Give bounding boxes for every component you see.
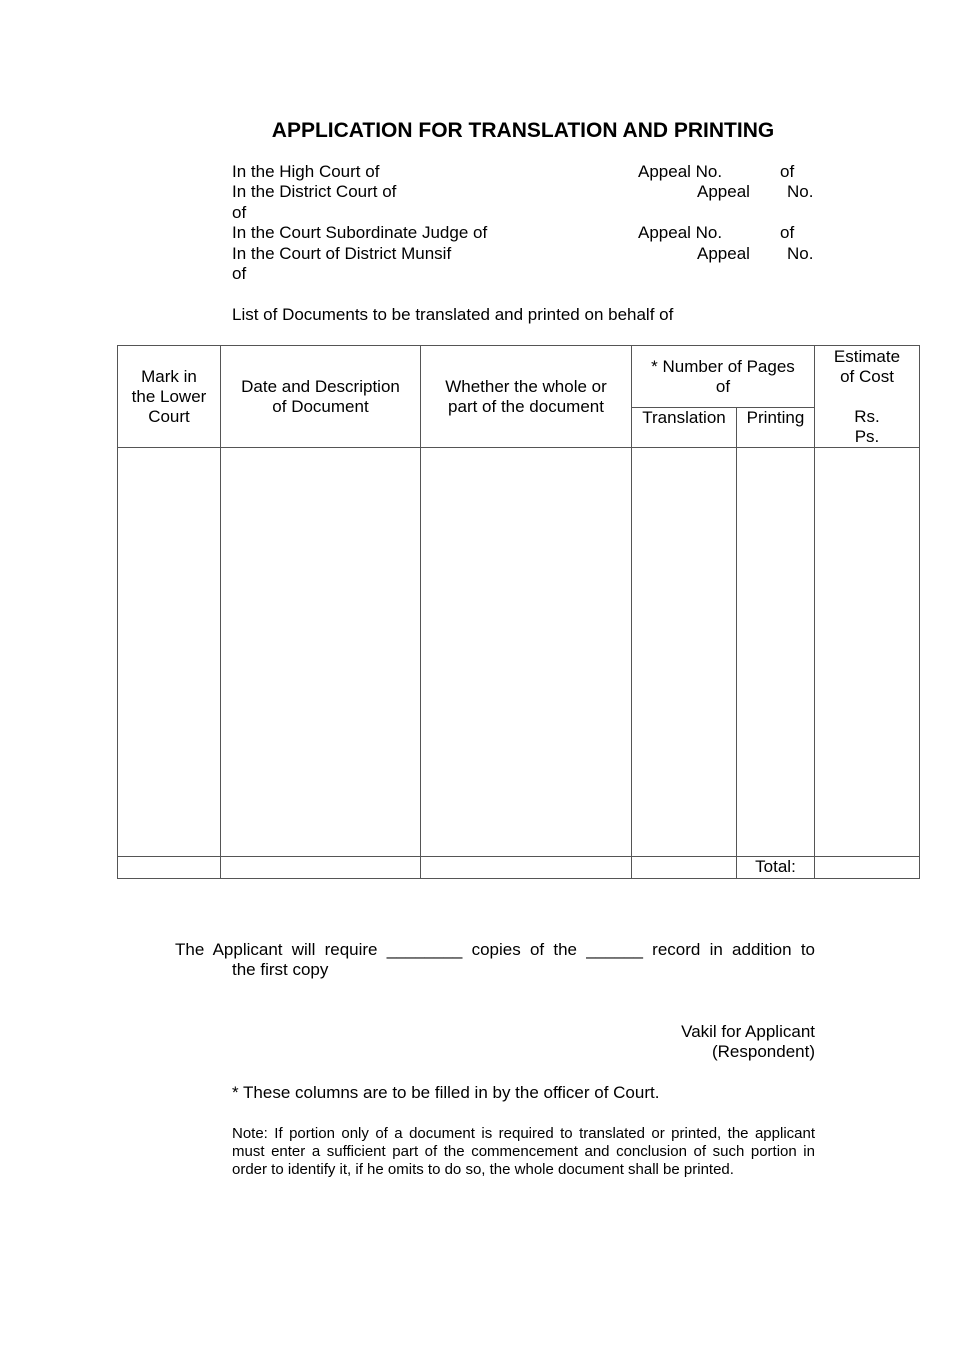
no-label: No. [787, 244, 814, 263]
appeal-no-label: Appeal No. [638, 162, 723, 181]
note-paragraph: Note: If portion only of a document is required to translated or printed, the applicant must enter a sufficient part of the commencement and conclusion of such portion in order to identify it, if he omits to do so, the whole document shall be printed. [232, 1125, 815, 1178]
table-cell [221, 856, 421, 878]
appeal-label: Appeal [697, 182, 750, 201]
district-court-label: In the District Court of [232, 182, 397, 201]
table-cell [632, 856, 737, 878]
no-label: No. [787, 182, 814, 201]
of-label: of [780, 162, 795, 181]
total-row [118, 856, 920, 878]
number-of-pages-header: * Number of Pages of [632, 346, 815, 408]
table-cell [421, 856, 632, 878]
high-court-label: In the High Court of [232, 162, 380, 181]
copies-statement: The Applicant will require ________ copies of the ______ record in addition to [175, 940, 815, 959]
documents-table [117, 345, 920, 879]
signature-respondent: (Respondent) [711, 1042, 815, 1061]
date-description-column-header: Date and Description of Document [221, 346, 421, 448]
page-title: APPLICATION FOR TRANSLATION AND PRINTING [271, 119, 775, 142]
subordinate-judge-label: In the Court Subordinate Judge of [232, 223, 488, 242]
district-munsif-label: In the Court of District Munsif [232, 244, 452, 263]
table-cell [737, 448, 815, 857]
signature-vakil: Vakil for Applicant [681, 1022, 815, 1041]
mark-column-header: Mark in the Lower Court [118, 346, 221, 448]
table-cell [815, 448, 920, 857]
whole-part-column-header: Whether the whole or part of the document [421, 346, 632, 448]
rs-label: Rs. [854, 407, 880, 426]
table-cell [118, 856, 221, 878]
of-label: of [232, 264, 247, 283]
of-label: of [232, 203, 247, 222]
copies-statement-continued: the first copy [232, 960, 329, 979]
appeal-label: Appeal [697, 244, 750, 263]
total-label: Total: [737, 856, 815, 878]
printing-column-header: Printing [737, 408, 815, 448]
of-label: of [780, 223, 795, 242]
ps-label: Ps. [854, 427, 880, 446]
translation-column-header: Translation [632, 408, 737, 448]
footnote: * These columns are to be filled in by the officer of Court. [232, 1083, 660, 1102]
table-cell [421, 448, 632, 857]
table-cell [632, 448, 737, 857]
table-cell [221, 448, 421, 857]
total-value-cell [815, 856, 920, 878]
appeal-no-label: Appeal No. [638, 223, 723, 242]
list-heading: List of Documents to be translated and printed on behalf of [232, 305, 674, 324]
table-row [118, 448, 920, 857]
estimate-column-header: Estimate of Cost Rs. Ps. [815, 346, 920, 448]
table-cell [118, 448, 221, 857]
